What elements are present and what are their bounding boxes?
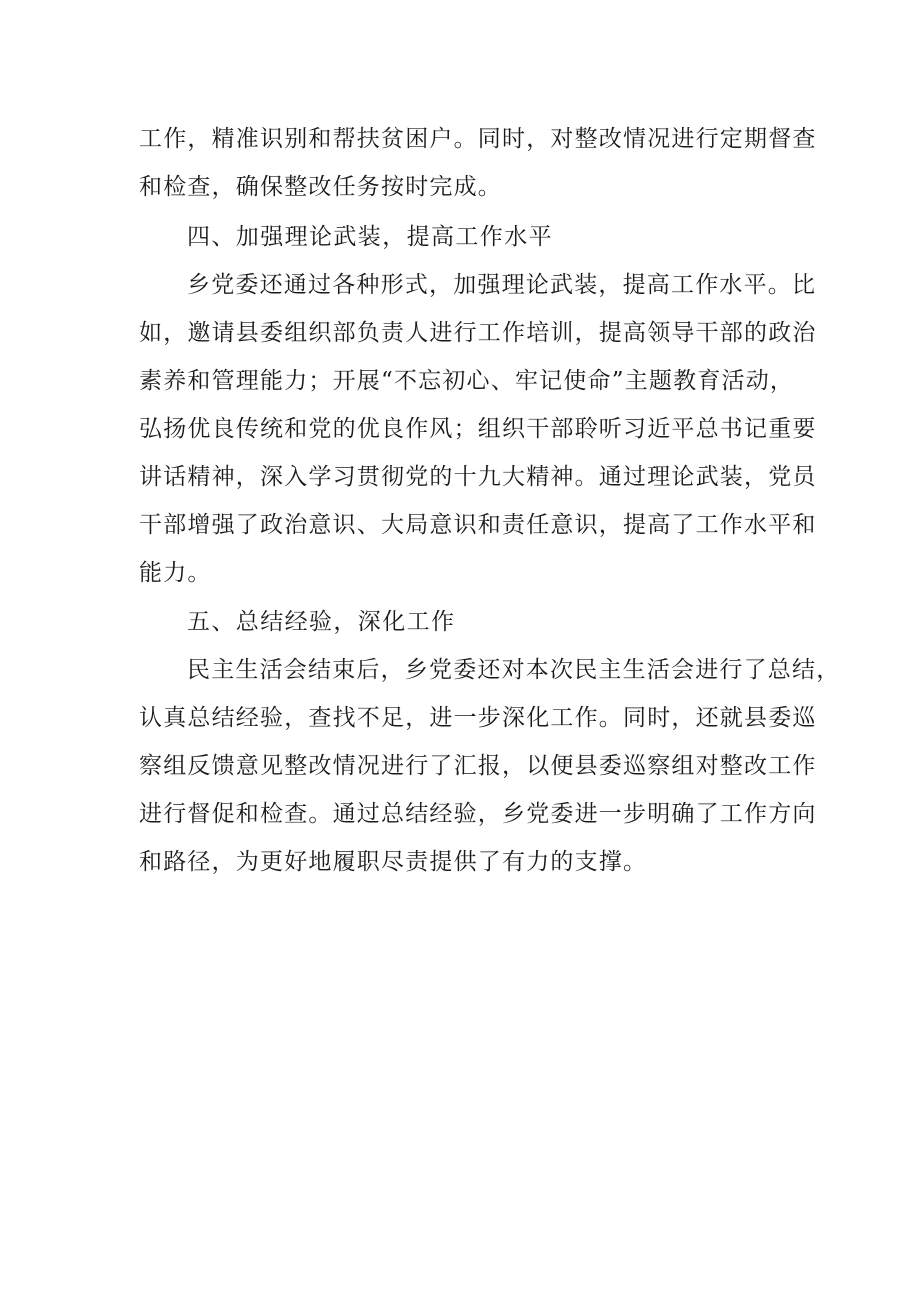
paragraph-line: 能力。 (139, 560, 212, 586)
paragraph-line: 民主生活会结束后，乡党委还对本次民主生活会进行了总结， (187, 657, 841, 683)
paragraph-line: 认真总结经验，查找不足，进一步深化工作。同时，还就县委巡 (139, 705, 817, 731)
paragraph-line: 察组反馈意见整改情况进行了汇报，以便县委巡察组对整改工作 (139, 753, 817, 779)
paragraph-line: 弘扬优良传统和党的优良作风；组织干部聆听习近平总书记重要 (139, 416, 817, 442)
paragraph-line: 如，邀请县委组织部负责人进行工作培训，提高领导干部的政治 (139, 320, 817, 346)
paragraph-line: 素养和管理能力；开展“不忘初心、牢记使命”主题教育活动， (139, 368, 795, 394)
section-heading-4: 四、加强理论武装，提高工作水平 (187, 224, 553, 250)
paragraph-line: 进行督促和检查。通过总结经验，乡党委进一步明确了工作方向 (139, 801, 817, 827)
paragraph-line: 讲话精神，深入学习贯彻党的十九大精神。通过理论武装，党员 (139, 464, 817, 490)
paragraph-line: 乡党委还通过各种形式，加强理论武装，提高工作水平。比 (187, 272, 817, 298)
paragraph-line: 工作，精准识别和帮扶贫困户。同时，对整改情况进行定期督查 (139, 126, 817, 152)
paragraph-line: 和检查，确保整改任务按时完成。 (139, 174, 502, 200)
paragraph-line: 干部增强了政治意识、大局意识和责任意识，提高了工作水平和 (139, 512, 817, 538)
section-heading-5: 五、总结经验，深化工作 (187, 609, 456, 635)
paragraph-line: 和路径，为更好地履职尽责提供了有力的支撑。 (139, 849, 648, 875)
